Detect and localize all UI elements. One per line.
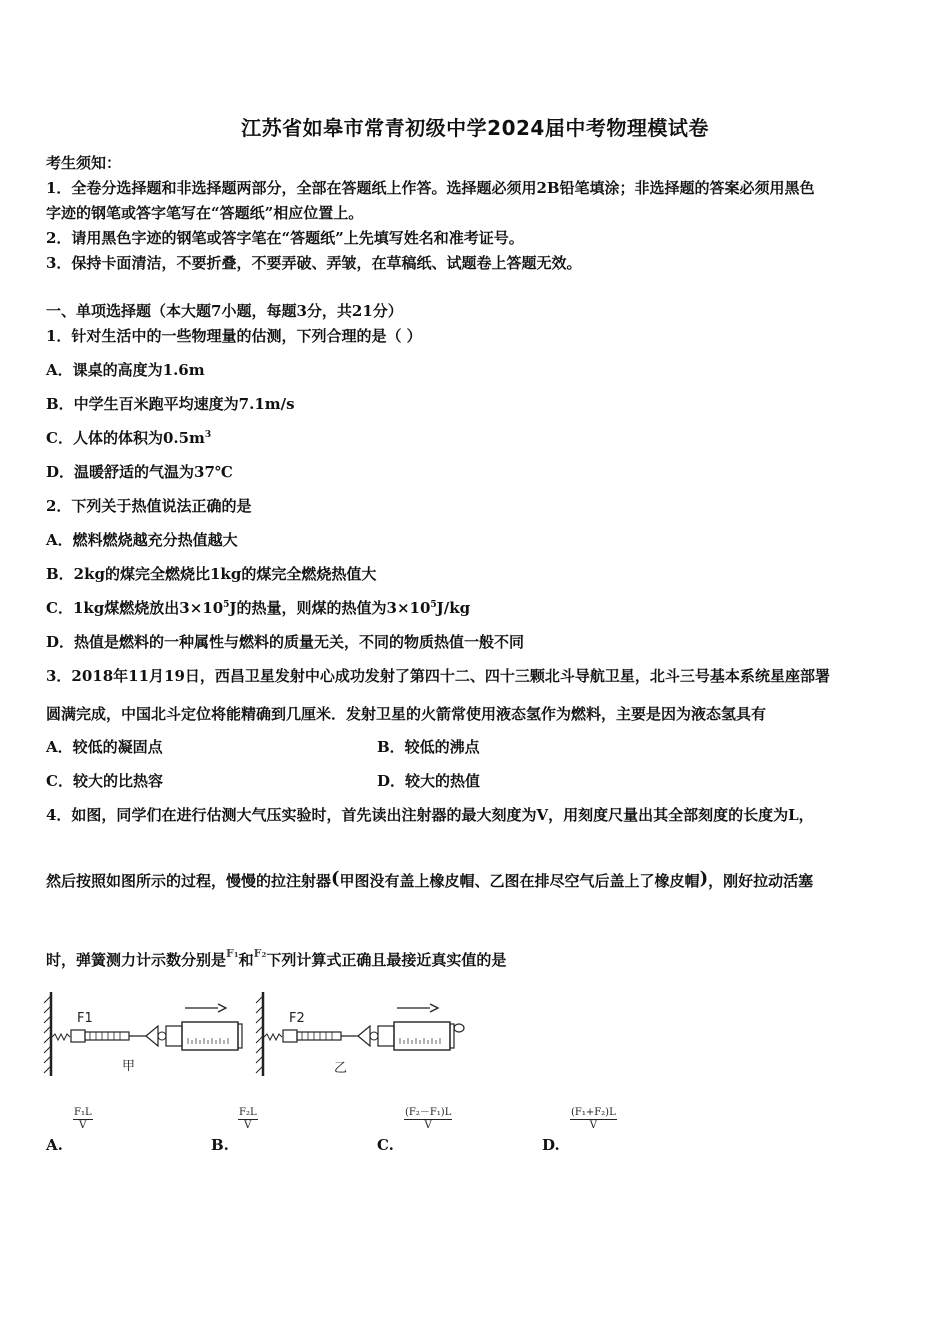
- syringe-experiment-figure: [40, 988, 470, 1083]
- page-title: 江苏省如皋市常青初级中学2024届中考物理模试卷: [241, 116, 709, 140]
- question-3-option-d: D．较大的热值: [377, 772, 481, 790]
- notice-item-3: 3．保持卡面清洁，不要折叠，不要弄破、弄皱，在草稿纸、试题卷上答题无效。: [46, 254, 582, 272]
- question-1-option-d: D．温暖舒适的气温为37℃: [46, 463, 233, 481]
- question-4-option-d-letter: D.: [542, 1136, 560, 1154]
- question-4-option-c-letter: C.: [377, 1136, 394, 1154]
- rubber-cap: [454, 1024, 464, 1032]
- question-3-option-a: A．较低的凝固点: [46, 738, 163, 756]
- question-2-option-c: C．1kg煤燃烧放出$3\times 10^5J$的热量，则煤的热值为$3\times 10^5J/kg$: [46, 599, 471, 617]
- question-4-stem-line-2: 然后按照如图所示的过程，慢慢的拉注射器(甲图没有盖上橡皮帽、乙图在排尽空气后盖上了橡皮帽)，刚好拉动活塞: [46, 868, 814, 890]
- hook-right: [264, 1034, 282, 1040]
- syringe-barrel-left: [182, 1022, 238, 1050]
- question-1-option-c: C．人体的体积为$0.5m^3$: [46, 429, 212, 447]
- question-1-option-b: B．中学生百米跑平均速度为7.1m/s: [46, 395, 295, 413]
- question-4-stem-line-1: 4．如图，同学们在进行估测大气压实验时，首先读出注射器的最大刻度为V，用刻度尺量出其全部刻度的长度为L，: [46, 806, 814, 824]
- notice-item-1-line-2: 字迹的钢笔或答字笔写在“答题纸”相应位置上。: [46, 204, 364, 222]
- figure-label-yi: 乙: [334, 1061, 348, 1076]
- question-2-option-a: A．燃料燃烧越充分热值越大: [46, 531, 238, 549]
- notice-item-2: 2．请用黑色字迹的钢笔或答字笔在“答题纸”上先填写姓名和准考证号。: [46, 229, 524, 247]
- question-4-option-b-formula: $\frac{\text{F₂L}}{V}$: [239, 1107, 257, 1131]
- question-4-option-b-letter: B.: [211, 1136, 229, 1154]
- question-3-option-c: C．较大的比热容: [46, 772, 163, 790]
- question-4-option-a-letter: A.: [46, 1136, 63, 1154]
- section-1-heading: 一、单项选择题（本大题7小题，每题3分，共21分）: [46, 302, 403, 320]
- force-label-left: F1: [77, 1011, 93, 1026]
- question-3-option-b: B．较低的沸点: [377, 738, 480, 756]
- question-1-option-a: A．课桌的高度为1.6m: [46, 361, 205, 379]
- question-2-option-b: B．2kg的煤完全燃烧比1kg的煤完全燃烧热值大: [46, 565, 377, 583]
- hook-left: [52, 1034, 70, 1040]
- question-2-option-d: D．热值是燃料的一种属性与燃料的质量无关，不同的物质热值一般不同: [46, 633, 525, 651]
- figure-label-jia: 甲: [122, 1059, 136, 1074]
- notice-heading: 考生须知：: [46, 154, 122, 172]
- force-label-right: F2: [289, 1011, 305, 1026]
- question-4-option-d-formula: $\frac{\text{(F₁+F₂)L}}{V}$: [571, 1107, 616, 1131]
- apparatus-right: [256, 992, 464, 1076]
- question-3-stem-line-1: 3．2018年11月19日，西昌卫星发射中心成功发射了第四十二、四十三颗北斗导航卫星，北斗三号基本系统星座部署: [46, 667, 830, 685]
- spring-scale-left: [85, 1032, 129, 1040]
- question-3-stem-line-2: 圆满完成，中国北斗定位将能精确到几厘米．发射卫星的火箭常使用液态氢作为燃料，主要是因为液态氢具有: [46, 705, 767, 723]
- question-2-stem: 2．下列关于热值说法正确的是: [46, 497, 252, 515]
- question-4-option-a-formula: $\frac{\text{F₁L}}{V}$: [74, 1107, 92, 1131]
- apparatus-left: [44, 992, 242, 1076]
- question-1-stem: 1．针对生活中的一些物理量的估测，下列合理的是（ ）: [46, 327, 422, 345]
- syringe-barrel-right: [394, 1022, 450, 1050]
- question-4-option-c-formula: $\frac{\text{(F₂－F₁)L}}{V}$: [405, 1107, 452, 1131]
- question-4-stem-line-3: 时，弹簧测力计示数分别是$^{F_1}$和$^{F_2}$下列计算式正确且最接近真实值的是: [46, 947, 507, 969]
- notice-item-1-line-1: 1．全卷分选择题和非选择题两部分，全部在答题纸上作答。选择题必须用2B铅笔填涂；非选择题的答案必须用黑色: [46, 179, 815, 197]
- spring-scale-right: [297, 1032, 341, 1040]
